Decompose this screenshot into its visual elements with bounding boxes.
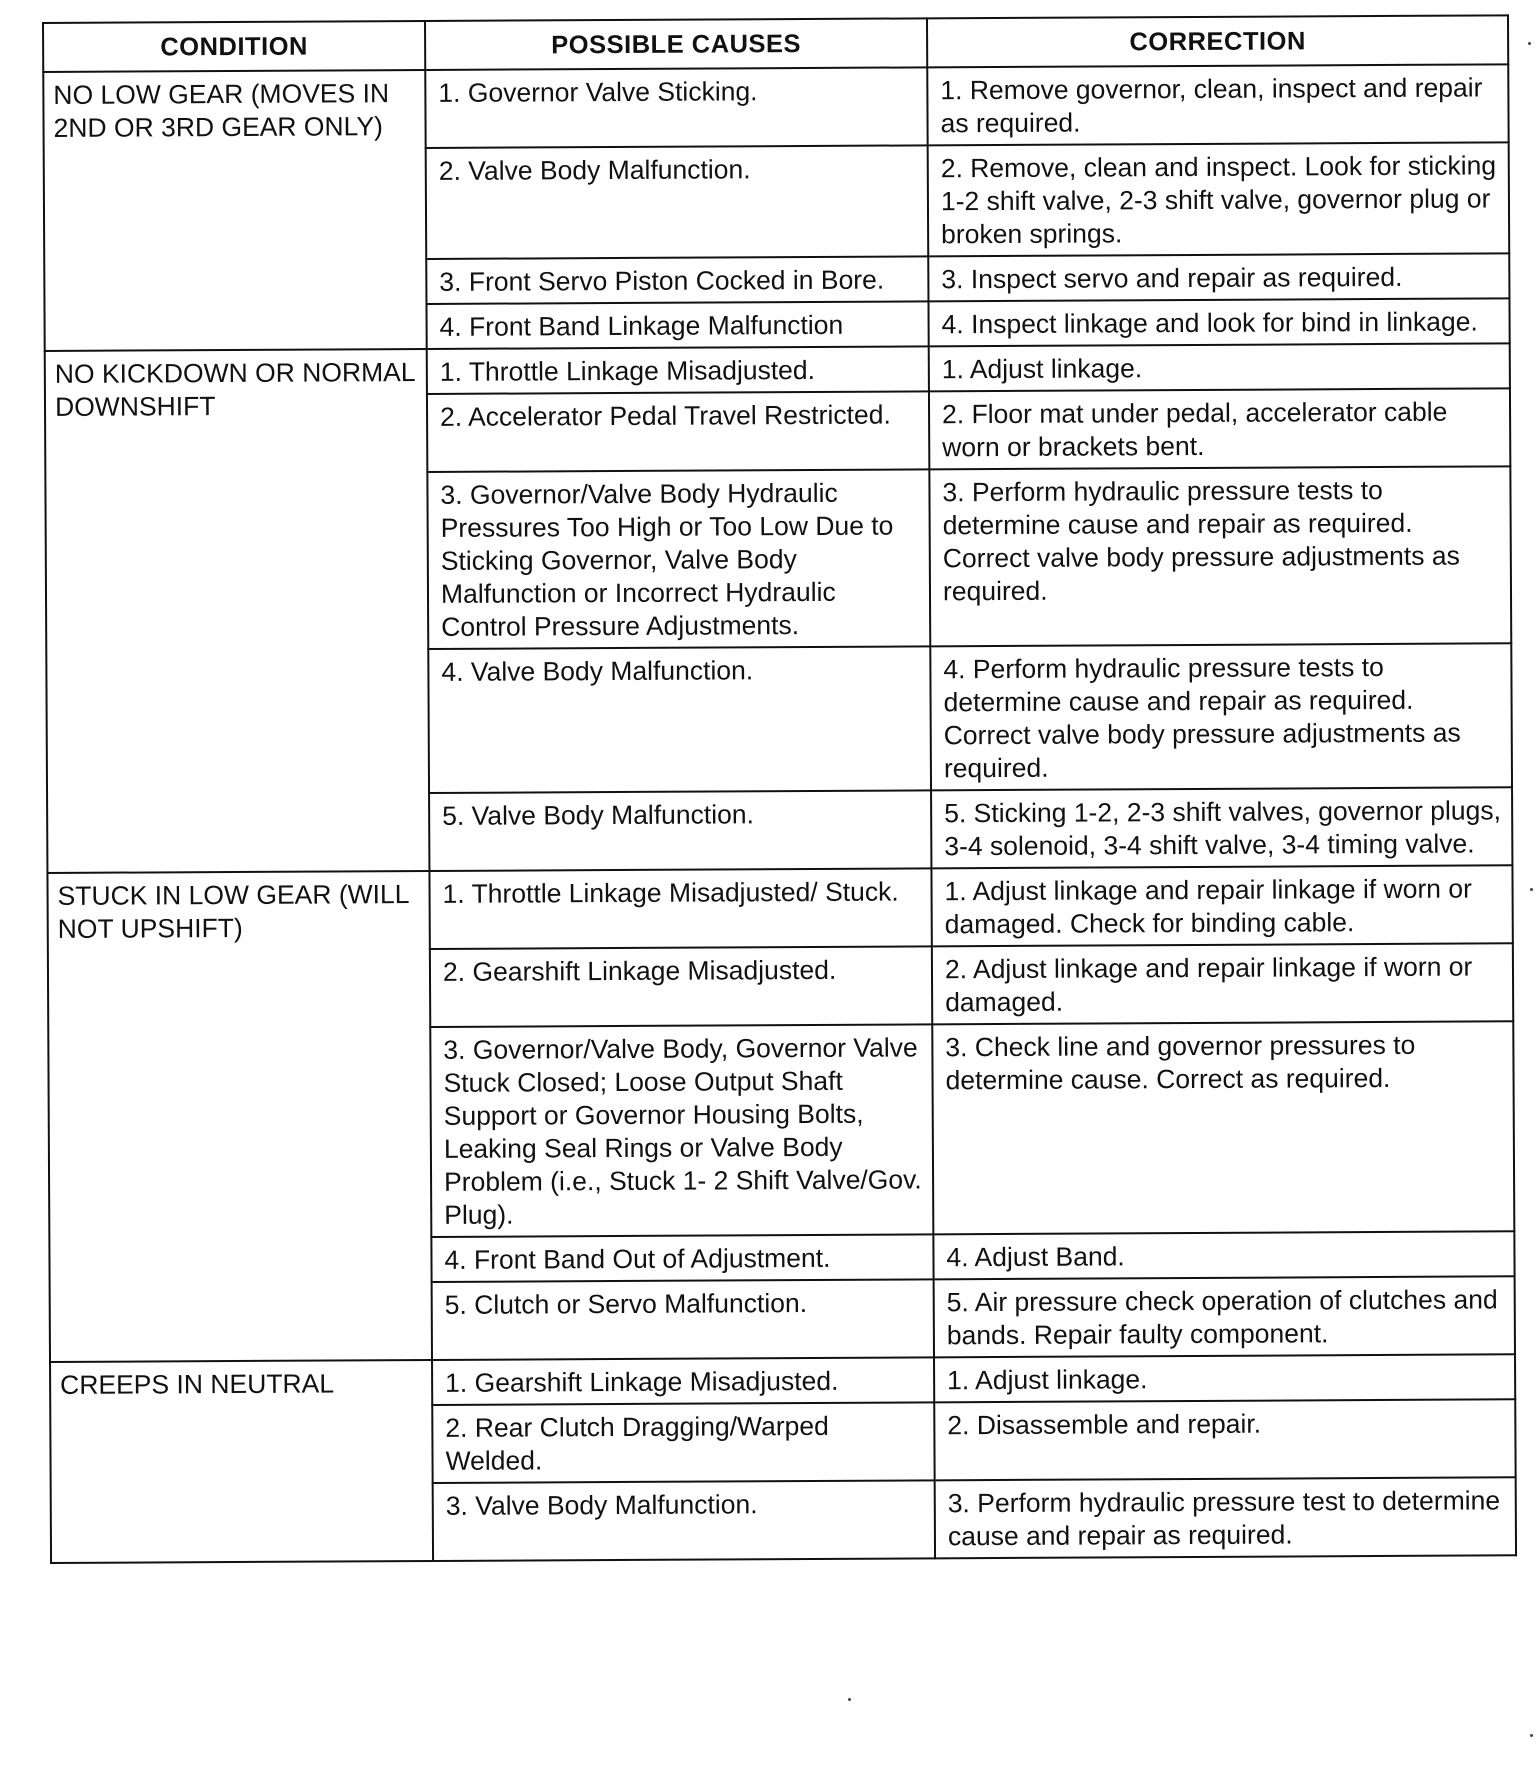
condition-cell: NO KICKDOWN OR NORMAL DOWNSHIFT: [45, 349, 430, 873]
cause-cell: 1. Gearshift Linkage Misadjusted.: [432, 1357, 934, 1405]
scan-speck: [1528, 42, 1531, 45]
correction-cell: 4. Perform hydraulic pressure tests to determine cause and repair as required. Correct valve body pressure adjustments as required.: [930, 643, 1512, 790]
correction-cell: 3. Perform hydraulic pressure tests to determine cause and repair as required. Correct valve body pressure adjustments as required.: [929, 466, 1511, 646]
correction-cell: 2. Adjust linkage and repair linkage if worn or damaged.: [932, 943, 1513, 1024]
cause-cell: 3. Governor/Valve Body Hydraulic Pressures Too High or Too Low Due to Sticking Governor, Valve Body Malfunction or Incorrect Hydraulic Control Pressure Adjustments.: [427, 469, 930, 649]
correction-cell: 5. Air pressure check operation of clutches and bands. Repair faulty component.: [934, 1276, 1515, 1357]
scan-speck: [848, 1698, 851, 1701]
correction-cell: 2. Remove, clean and inspect. Look for sticking 1-2 shift valve, 2-3 shift valve, governor plug or broken springs.: [928, 142, 1510, 256]
correction-cell: 4. Adjust Band.: [933, 1231, 1514, 1279]
cause-cell: 2. Rear Clutch Dragging/Warped Welded.: [432, 1402, 934, 1483]
table-row: [47, 865, 1512, 951]
cause-cell: 3. Front Servo Piston Cocked in Bore.: [426, 256, 928, 304]
header-possible-causes: POSSIBLE CAUSES: [425, 18, 927, 70]
correction-cell: 2. Disassemble and repair.: [934, 1399, 1515, 1480]
condition-cell: STUCK IN LOW GEAR (WILL NOT UPSHIFT): [47, 871, 432, 1362]
correction-cell: 4. Inspect linkage and look for bind in linkage.: [928, 298, 1509, 346]
condition-cell: CREEPS IN NEUTRAL: [50, 1360, 433, 1563]
cause-cell: 5. Valve Body Malfunction.: [429, 790, 931, 871]
cause-cell: 3. Governor/Valve Body, Governor Valve Stuck Closed; Loose Output Shaft Support or Governor Housing Bolts, Leaking Seal Rings or Valve Body Problem (i.e., Stuck 1- 2 Shift Valve/Gov. Plug).: [430, 1024, 933, 1237]
correction-cell: 2. Floor mat under pedal, accelerator cable worn or brackets bent.: [929, 388, 1510, 469]
correction-cell: 1. Remove governor, clean, inspect and repair as required.: [927, 64, 1508, 145]
cause-cell: 1. Governor Valve Sticking.: [425, 67, 927, 148]
condition-cell: NO LOW GEAR (MOVES IN 2ND OR 3RD GEAR ONLY): [43, 70, 426, 351]
cause-cell: 2. Valve Body Malfunction.: [426, 145, 929, 259]
cause-cell: 2. Accelerator Pedal Travel Restricted.: [427, 391, 929, 472]
correction-cell: 1. Adjust linkage and repair linkage if worn or damaged. Check for binding cable.: [931, 865, 1512, 946]
header-correction: CORRECTION: [927, 15, 1508, 67]
scan-speck: [1530, 1734, 1533, 1737]
cause-cell: 4. Front Band Out of Adjustment.: [431, 1234, 933, 1282]
table-row: [43, 64, 1508, 150]
header-condition: CONDITION: [43, 21, 425, 72]
scan-speck: [1530, 888, 1533, 891]
cause-cell: 1. Throttle Linkage Misadjusted/ Stuck.: [429, 868, 931, 949]
diagnosis-table: [42, 14, 1517, 1564]
correction-cell: 1. Adjust linkage.: [929, 343, 1510, 391]
cause-cell: 3. Valve Body Malfunction.: [433, 1480, 935, 1561]
cause-cell: 4. Valve Body Malfunction.: [428, 646, 931, 793]
correction-cell: 5. Sticking 1-2, 2-3 shift valves, governor plugs, 3-4 solenoid, 3-4 shift valve, 3-4 timing valve.: [931, 787, 1512, 868]
correction-cell: 3. Inspect servo and repair as required.: [928, 253, 1509, 301]
cause-cell: 5. Clutch or Servo Malfunction.: [432, 1279, 934, 1360]
cause-cell: 2. Gearshift Linkage Misadjusted.: [430, 946, 932, 1027]
cause-cell: 4. Front Band Linkage Malfunction: [426, 301, 928, 349]
header-row: [43, 15, 1508, 72]
table-body: [43, 64, 1516, 1563]
table-row: [45, 343, 1510, 396]
cause-cell: 1. Throttle Linkage Misadjusted.: [427, 346, 929, 394]
table-row: [50, 1354, 1515, 1407]
correction-cell: 1. Adjust linkage.: [934, 1354, 1515, 1402]
correction-cell: 3. Check line and governor pressures to determine cause. Correct as required.: [932, 1021, 1514, 1234]
correction-cell: 3. Perform hydraulic pressure test to determine cause and repair as required.: [935, 1477, 1516, 1558]
table-header: [43, 15, 1508, 72]
